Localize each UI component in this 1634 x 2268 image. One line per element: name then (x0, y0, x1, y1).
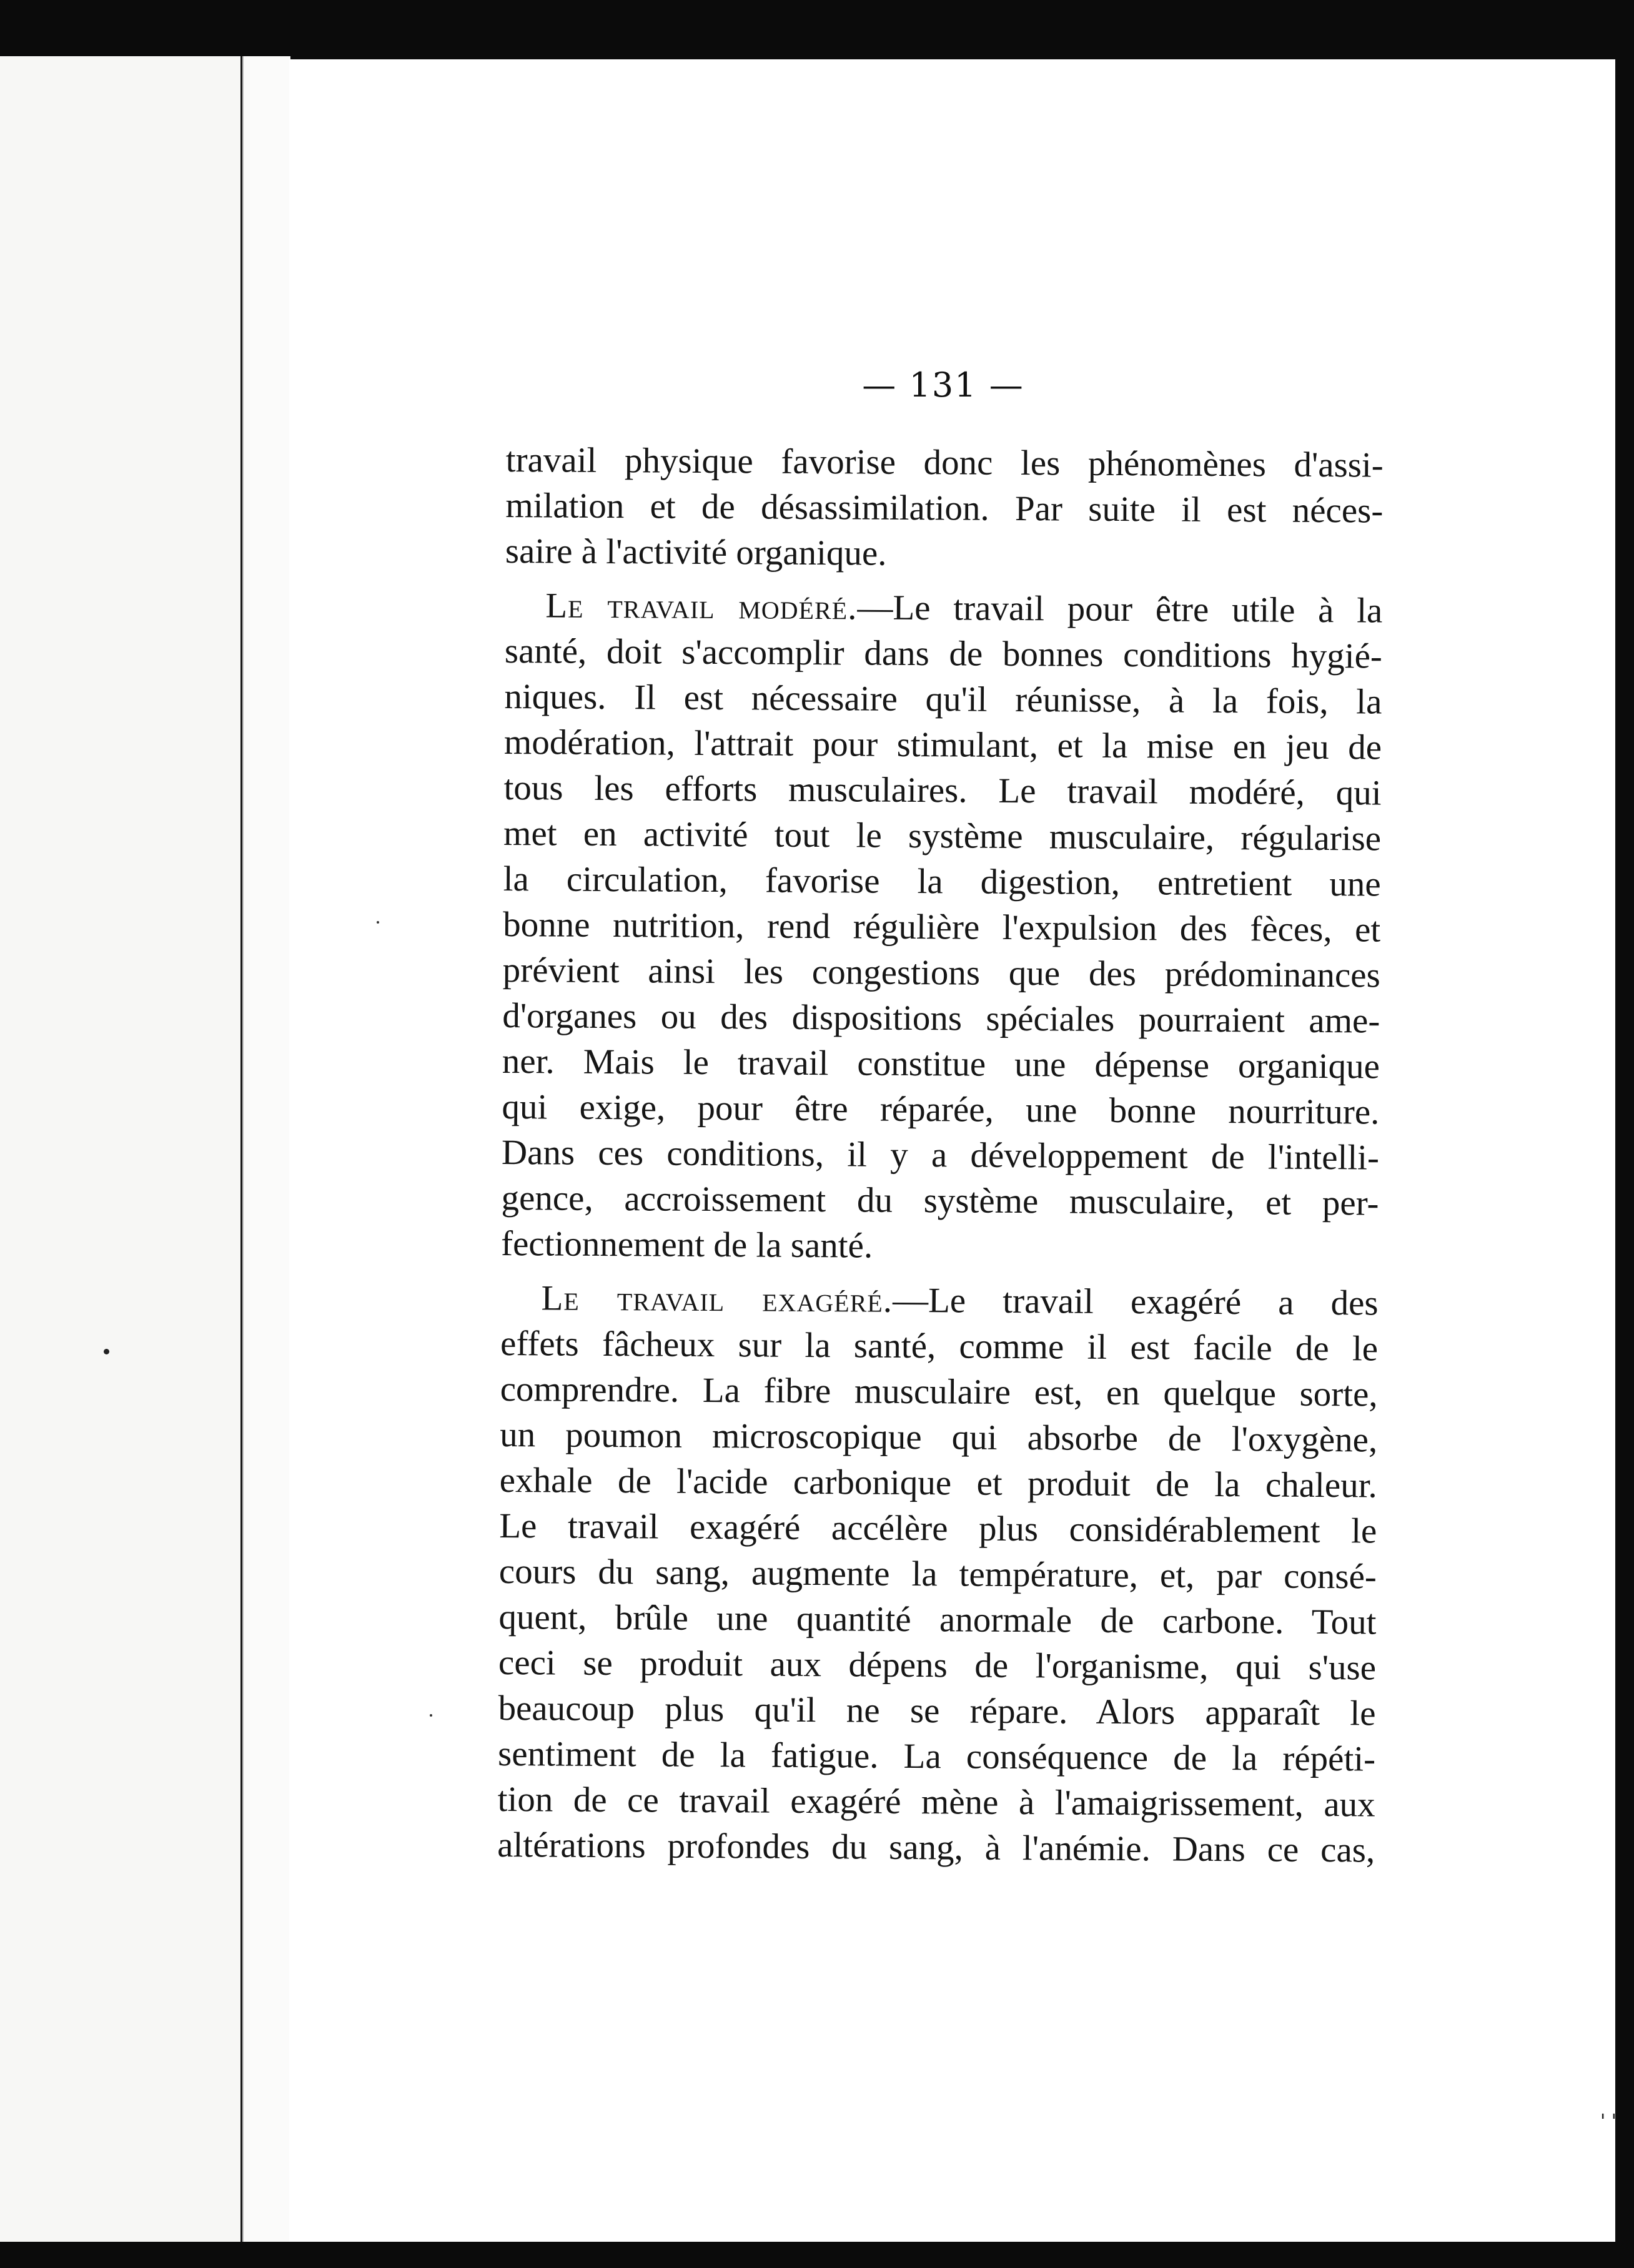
speck-mark (377, 921, 379, 924)
text-line: fectionnement de la santé. (500, 1223, 873, 1266)
section-heading-line (505, 583, 1382, 634)
text-line: exhale de l'acide carbonique et produit de la chaleur. (499, 1460, 1377, 1506)
text-line: comprendre. La fibre musculaire est, en quelque sorte, (500, 1369, 1378, 1414)
text-line: travail physique favorise donc les phénomènes d'assi- (505, 440, 1384, 485)
text-line: niques. Il est nécessaire qu'il réunisse, à la fois, la (504, 676, 1382, 722)
page-gutter (242, 56, 290, 2242)
body-text (497, 437, 1384, 1873)
text-line: santé, doit s'accomplir dans de bonnes conditions hygié- (504, 631, 1383, 676)
binding-hole-mark (104, 1349, 109, 1354)
text-line: un poumon microscopique qui absorbe de l'oxygène, (500, 1414, 1378, 1460)
left-page (0, 56, 242, 2242)
page-number: — 131 — (862, 365, 1024, 405)
text-line: quent, brûle une quantité anormale de carbone. Tout (498, 1597, 1377, 1642)
section-heading-line (500, 1275, 1378, 1326)
section-lead-in: —Le travail exagéré a des (892, 1280, 1379, 1323)
text-line: la circulation, favorise la digestion, entretient une (503, 859, 1381, 904)
section-lead-in: —Le travail pour être utile à la (857, 588, 1383, 631)
text-line: modération, l'attrait pour stimulant, et la mise en jeu de (503, 722, 1382, 767)
text-line: cours du sang, augmente la température, et, par consé- (498, 1551, 1377, 1597)
text-line: tous les efforts musculaires. Le travail modéré, qui (503, 767, 1382, 813)
text-line: ceci se produit aux dépens de l'organisme, qui s'use (498, 1642, 1377, 1688)
text-line: gence, accroissement du système musculaire, et per- (501, 1178, 1379, 1223)
text-line: effets fâcheux sur la santé, comme il est facile de le (500, 1323, 1379, 1369)
text-line: Dans ces conditions, il y a développement de l'intelli- (501, 1132, 1380, 1178)
text-line: bonne nutrition, rend régulière l'expulsion des fèces, et (503, 904, 1381, 950)
margin-marks: ' ' (1600, 2111, 1617, 2132)
text-line: saire à l'activité organique. (505, 531, 887, 573)
text-line: met en activité tout le système musculaire, régularise (503, 813, 1382, 859)
text-line: tion de ce travail exagéré mène à l'amaigrissement, aux (497, 1779, 1375, 1825)
text-line: altérations profondes du sang, à l'anémie. Dans ce cas, (497, 1825, 1375, 1870)
section-heading: Le travail exagéré. (541, 1278, 893, 1320)
section-heading: Le travail modéré. (545, 586, 858, 628)
text-line: sentiment de la fatigue. La conséquence de la répéti- (497, 1733, 1376, 1779)
text-line: prévient ainsi les congestions que des prédominances (502, 950, 1380, 995)
text-line: qui exige, pour être réparée, une bonne nourriture. (502, 1087, 1380, 1132)
text-line: d'organes ou des dispositions spéciales pourraient ame- (502, 995, 1380, 1041)
text-line: ner. Mais le travail constitue une dépense organique (502, 1041, 1380, 1087)
text-line: Le travail exagéré accélère plus considérablement le (499, 1506, 1377, 1551)
speck-mark (430, 1714, 432, 1717)
text-line: beaucoup plus qu'il ne se répare. Alors apparaît le (498, 1688, 1376, 1733)
text-line: milation et de désassimilation. Par suite il est néces- (505, 485, 1384, 531)
